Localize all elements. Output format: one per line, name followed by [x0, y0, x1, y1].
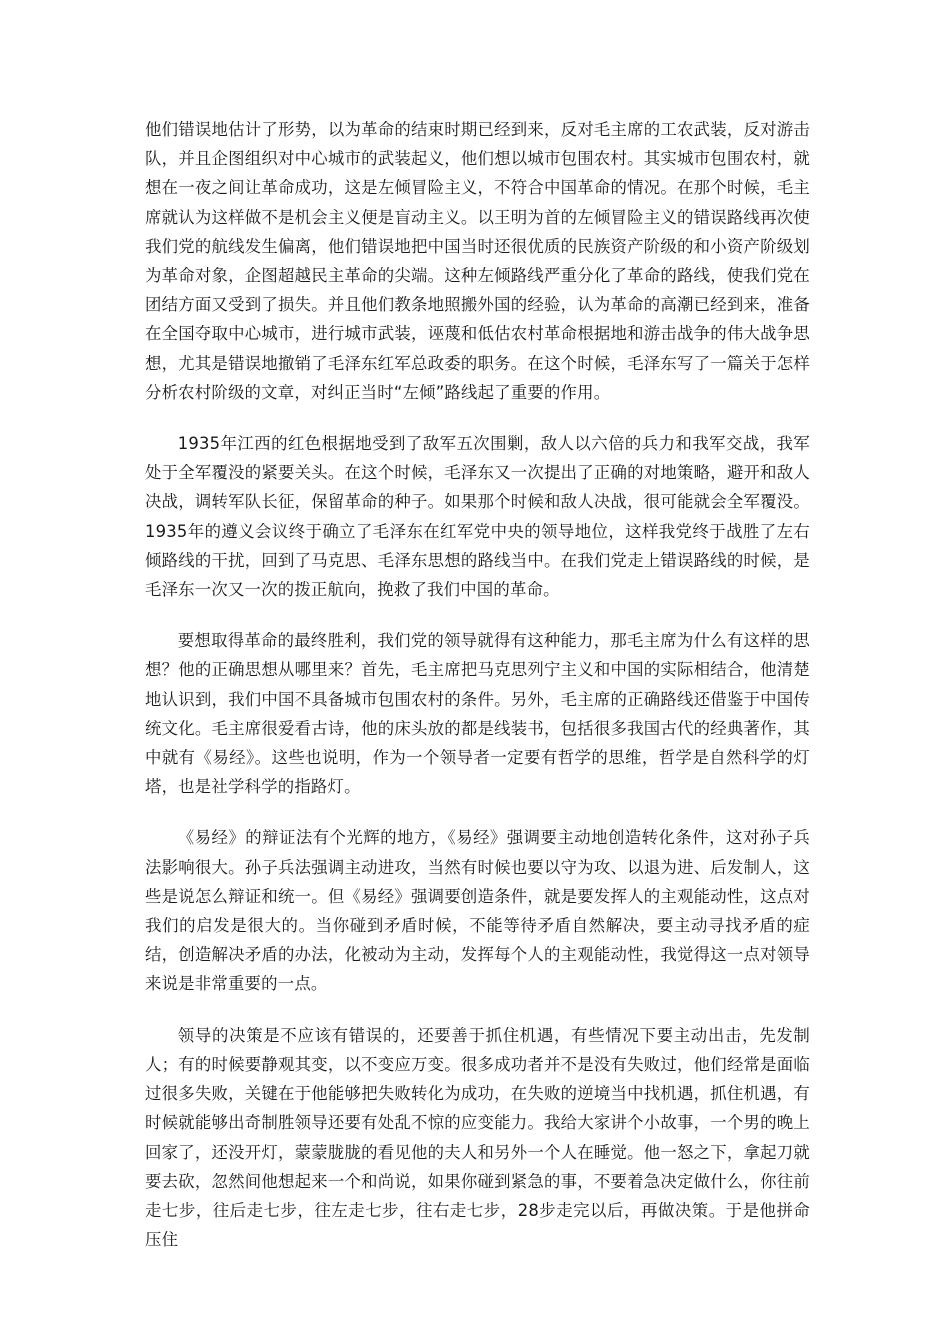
paragraph-5: 领导的决策是不应该有错误的，还要善于抓住机遇，有些情况下要主动出击，先发制人；有的时候要静观其变，以不变应万变。很多成功者并不是没有失败过，他们经常是面临过很多失败，关键在于他能够把失败转化为成功，在失败的逆境当中找机遇，抓住机遇，有时候就能够出奇制胜领导还要有处乱不惊的应变能力。我给大家讲个小故事，一个男的晚上回家了，还没开灯，蒙蒙胧胧的看见他的夫人和另外一个人在睡觉。他一怒之下，拿起刀就要去砍，忽然间他想起来一个和尚说，如果你碰到紧急的事，不要着急决定做什么，你往前走七步，往后走七步，往左走七步，往右走七步，28步走完以后，再做决策。于是他拼命压住 — [145, 1025, 810, 1250]
paragraph-1: 他们错误地估计了形势，以为革命的结束时期已经到来，反对毛主席的工农武装，反对游击队，并且企图组织对中心城市的武装起义，他们想以城市包围农村。其实城市包围农村，就想在一夜之间让革命成功，这是左倾冒险主义，不符合中国革命的情况。在那个时候，毛主席就认为这样做不是机会主义便是盲动主义。以王明为首的左倾冒险主义的错误路线再次使我们党的航线发生偏离，他们错误地把中国当时还很优质的民族资产阶级的和小资产阶级划为革命对象，企图超越民主革命的尖端。这种左倾路线严重分化了革命的路线，使我们党在团结方面又受到了损失。并且他们教条地照搬外国的经验，认为革命的高潮已经到来，准备在全国夺取中心城市，进行城市武装，诬蔑和低估农村革命根据地和游击战争的伟大战争思想，尤其是错误地撤销了毛泽东红军总政委的职务。在这个时候，毛泽东写了一篇关于怎样分析农村阶级的文章，对纠正当时“左倾”路线起了重要的作用。 — [145, 120, 810, 402]
document-body — [145, 115, 810, 1276]
paragraph-3: 要想取得革命的最终胜利，我们党的领导就得有这种能力，那毛主席为什么有这样的思想？他的正确思想从哪里来？首先，毛主席把马克思列宁主义和中国的实际相结合，他清楚地认识到，我们中国不具备城市包围农村的条件。另外，毛主席的正确路线还借鉴于中国传统文化。毛主席很爱看古诗，他的床头放的都是线装书，包括很多我国古代的经典著作，其中就有《易经》。这些也说明，作为一个领导者一定要有哲学的思维，哲学是自然科学的灯塔，也是社学科学的指路灯。 — [145, 631, 810, 797]
paragraph-4: 《易经》的辩证法有个光辉的地方，《易经》强调要主动地创造转化条件，这对孙子兵法影响很大。孙子兵法强调主动进攻，当然有时候也要以守为攻、以退为进、后发制人，这些是说怎么辩证和统一。但《易经》强调要创造条件，就是要发挥人的主观能动性，这点对我们的启发是很大的。当你碰到矛盾时候，不能等待矛盾自然解决，要主动寻找矛盾的症结，创造解决矛盾的办法，化被动为主动，发挥每个人的主观能动性，我觉得这一点对领导来说是非常重要的一点。 — [145, 828, 810, 994]
paragraph-2: 1935年江西的红色根据地受到了敌军五次围剿，敌人以六倍的兵力和我军交战，我军处于全军覆没的紧要关头。在这个时候，毛泽东又一次提出了正确的对地策略，避开和敌人决战，调转军队长征，保留革命的种子。如果那个时候和敌人决战，很可能就会全军覆没。1935年的遵义会议终于确立了毛泽东在红军党中央的领导地位，这样我党终于战胜了左右倾路线的干扰，回到了马克思、毛泽东思想的路线当中。在我们党走上错误路线的时候，是毛泽东一次又一次的拨正航向，挽救了我们中国的革命。 — [145, 434, 810, 600]
